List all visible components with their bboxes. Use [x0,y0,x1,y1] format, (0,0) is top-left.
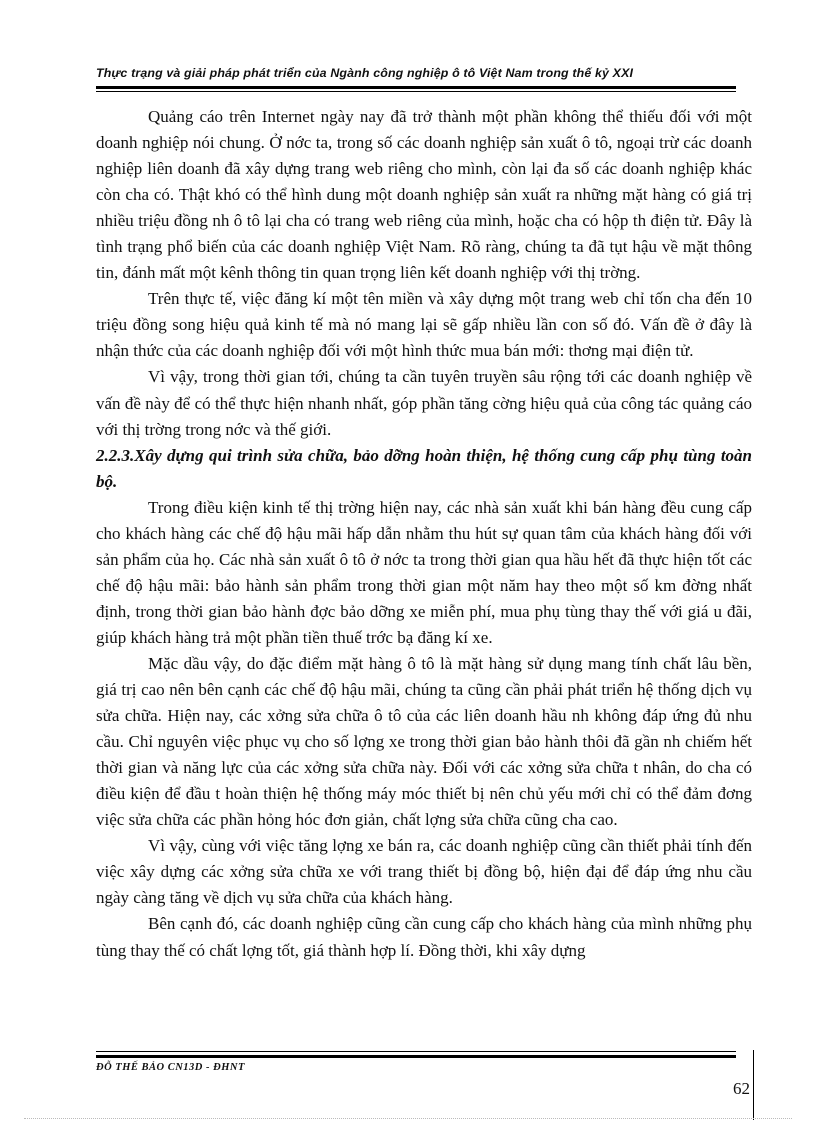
paragraph-internet-ads: Quảng cáo trên Internet ngày nay đã trở thành một phần không thể thiếu đối với một doanh nghiệp nói chung. Ở nớc ta, trong số các doanh nghiệp sản xuất ô tô, ngoại trừ các doanh nghiệp liên doanh đã xây dựng trang web riêng cho mình, còn lại đa số các doanh nghiệp khác còn cha có. Thật khó có thể hình dung một doanh nghiệp sản xuất ra những mặt hàng có giá trị nhiều triệu đồng nh ô tô lại cha có trang web riêng của mình, hoặc cha có hộp th điện tử. Đây là tình trạng phổ biến của các doanh nghiệp Việt Nam. Rõ ràng, chúng ta đã tụt hậu về mặt thông tin, đánh mất một kênh thông tin quan trọng liên kết doanh nghiệp với thị trờng. [96,107,752,283]
page-edge-dotted-line [24,1118,792,1119]
paragraph-after-sales: Trong điều kiện kinh tế thị trờng hiện nay, các nhà sản xuất khi bán hàng đều cung cấp cho khách hàng các chế độ hậu mãi hấp dẫn nhằm thu hút sự quan tâm của khách hàng đối với sản phẩm của họ. Các nhà sản xuất ô tô ở nớc ta trong thời gian qua hầu hết đã thực hiện tốt các chế độ hậu mãi: bảo hành sản phẩm trong thời gian một năm hay theo một số km đờng nhất định, trong thời gian bảo hành đợc bảo dỡng xe miễn phí, mua phụ tùng thay thế với giá u đãi, giúp khách hàng trả một phần tiền thuế trớc bạ đăng kí xe. [96,497,752,647]
footer-author: ĐỖ THẾ BẢO CN13D - ĐHNT [96,1062,245,1073]
paragraph-spare-parts: Bên cạnh đó, các doanh nghiệp cũng cần cung cấp cho khách hàng của mình những phụ tùng thay thế có chất lợng tốt, giá thành hợp lí. Đồng thời, khi xây dựng [96,914,752,960]
paragraph-workshops: Vì vậy, cùng với việc tăng lợng xe bán ra, các doanh nghiệp cũng cần thiết phải tính đến việc xây dựng các xởng sửa chữa xe với trang thiết bị đồng bộ, hiện đại để đáp ứng nhu cầu ngày càng tăng về dịch vụ sửa chữa của khách hàng. [96,836,752,908]
section-heading: 2.2.3.Xây dựng qui trình sửa chữa, bảo dỡng hoàn thiện, hệ thống cung cấp phụ tùng toàn bộ. [96,445,752,491]
header-rule-thick [96,86,736,89]
footer-rule-thin [96,1051,736,1052]
page-number: 62 [733,1079,750,1098]
paragraph-repair-services: Mặc dầu vậy, do đặc điểm mặt hàng ô tô là mặt hàng sử dụng mang tính chất lâu bền, giá trị cao nên bên cạnh các chế độ hậu mãi, chúng ta cũng cần phải phát triển hệ thống dịch vụ sửa chữa. Hiện nay, các xởng sửa chữa ô tô của các liên doanh hầu nh không đáp ứng đủ nhu cầu. Chỉ nguyên việc phục vụ cho số lợng xe trong thời gian bảo hành thôi đã gần nh chiếm hết thời gian và năng lực của các xởng sửa chữa này. Đối với các xởng sửa chữa t nhân, do cha có điều kiện để đầu t hoàn thiện hệ thống máy móc thiết bị nên chủ yếu mới chỉ có thể đảm đơng việc sửa chữa các phần hỏng hóc đơn giản, chất lợng sửa chữa cũng cha cao. [96,653,752,830]
footer-vertical-rule [753,1050,754,1120]
paragraph-promotion: Vì vậy, trong thời gian tới, chúng ta cần tuyên truyền sâu rộng tới các doanh nghiệp về vấn đề này để có thể thực hiện nhanh nhất, góp phần tăng cờng hiệu quả của công tác quảng cáo với thị trờng trong nớc và thế giới. [96,367,752,439]
document-body [96,104,752,964]
footer-rule-thick [96,1055,736,1058]
paragraph-domain-cost: Trên thực tế, việc đăng kí một tên miền và xây dựng một trang web chỉ tốn cha đến 10 triệu đồng song hiệu quả kinh tế mà nó mang lại sẽ gấp nhiều lần con số đó. Vấn đề ở đây là nhận thức của các doanh nghiệp đối với một hình thức mua bán mới: thơng mại điện tử. [96,289,752,361]
running-header: Thực trạng và giải pháp phát triển của Ngành công nghiệp ô tô Việt Nam trong thế kỷ XXI [96,66,634,80]
header-rule-thin [96,91,736,92]
